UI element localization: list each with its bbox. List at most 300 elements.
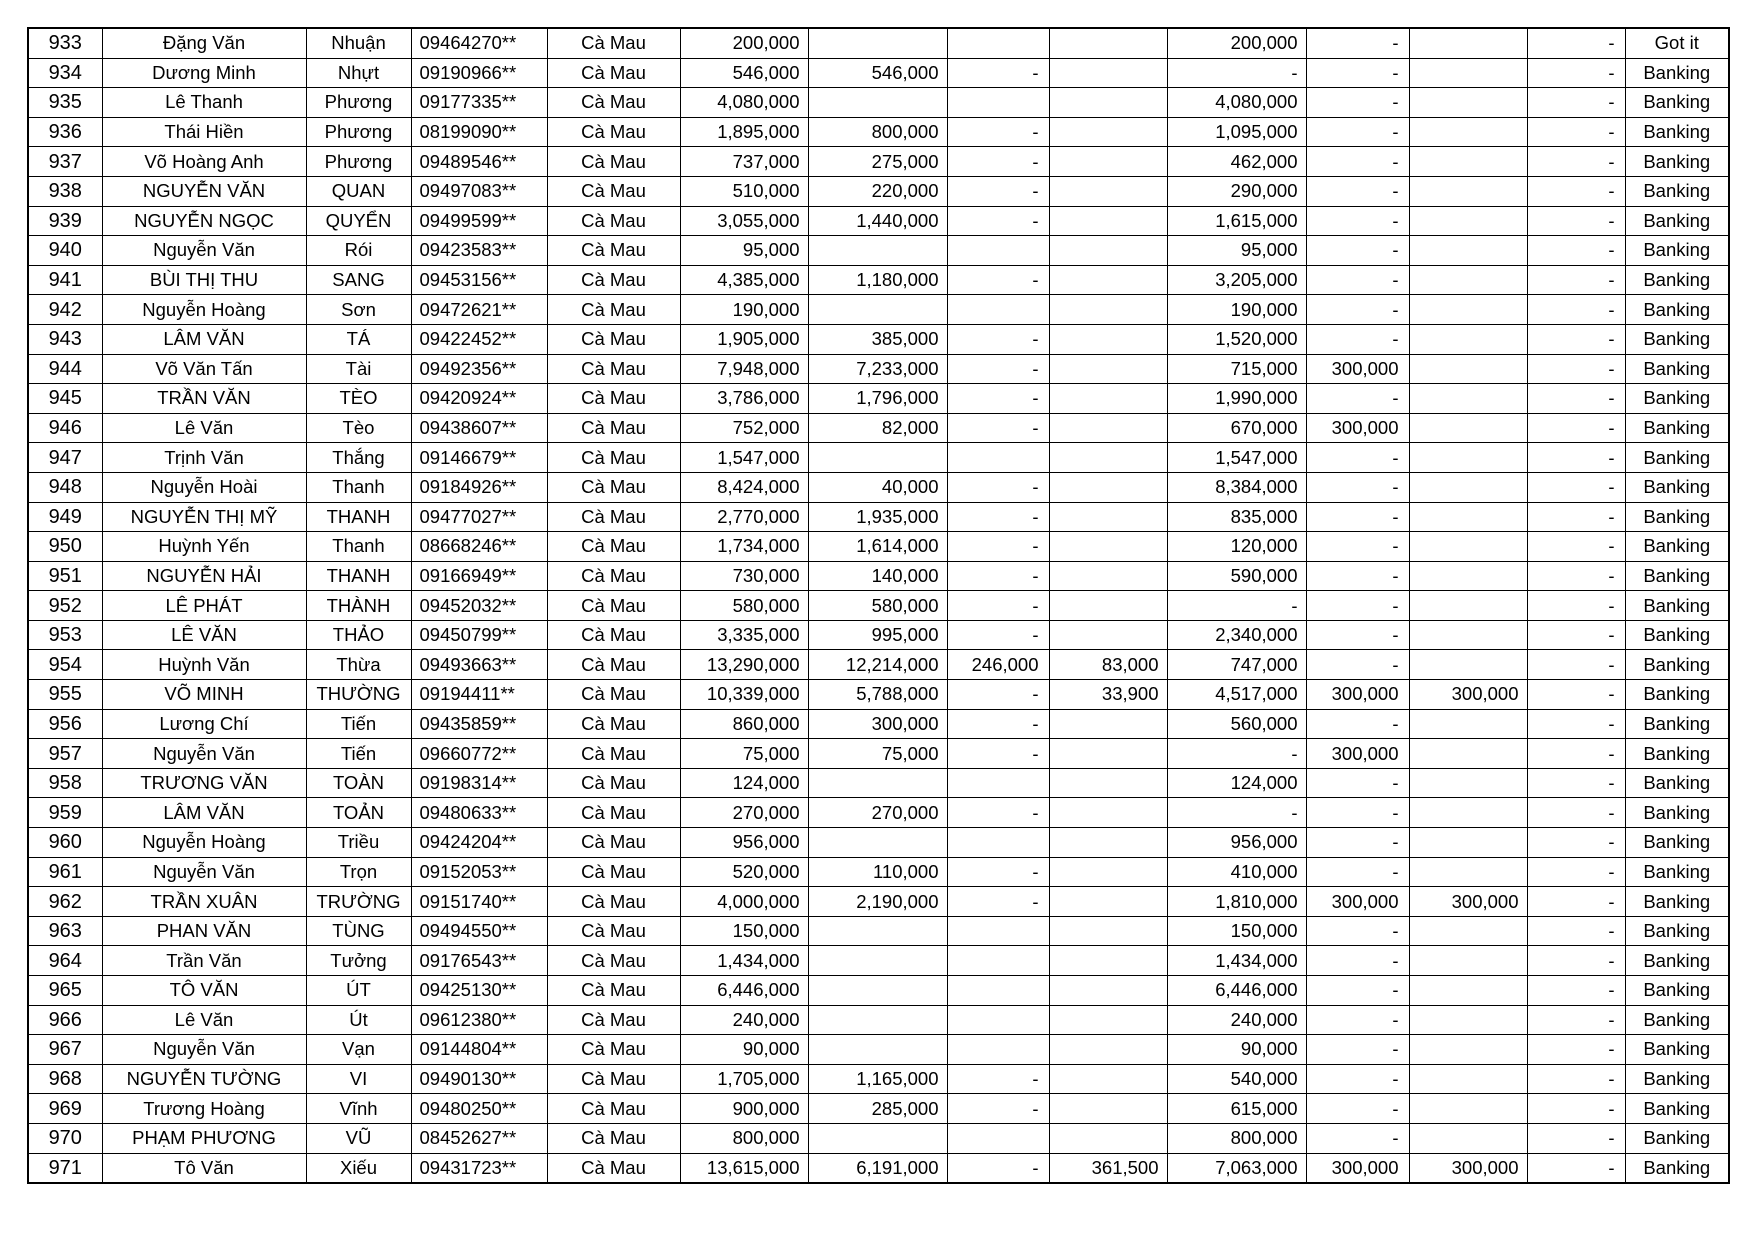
- phone-cell: 09480633**: [411, 798, 547, 828]
- amount-8-cell: -: [1527, 502, 1625, 532]
- province-cell: Cà Mau: [547, 650, 680, 680]
- phone-cell: 09166949**: [411, 561, 547, 591]
- amount-8-cell: -: [1527, 1005, 1625, 1035]
- amount-5-cell: 1,520,000: [1167, 324, 1306, 354]
- amount-total-cell: 6,446,000: [680, 976, 808, 1006]
- amount-2-cell: 1,614,000: [808, 532, 947, 562]
- amount-3-cell: -: [947, 887, 1049, 917]
- table-row: [28, 236, 1729, 266]
- amount-3-cell: [947, 946, 1049, 976]
- amount-8-cell: -: [1527, 1035, 1625, 1065]
- amount-5-cell: 290,000: [1167, 176, 1306, 206]
- amount-5-cell: 410,000: [1167, 857, 1306, 887]
- table-row: [28, 295, 1729, 325]
- given-name-cell: QUAN: [306, 176, 411, 206]
- amount-total-cell: 737,000: [680, 147, 808, 177]
- amount-7-cell: [1409, 443, 1527, 473]
- amount-3-cell: [947, 236, 1049, 266]
- amount-8-cell: -: [1527, 472, 1625, 502]
- amount-total-cell: 270,000: [680, 798, 808, 828]
- amount-total-cell: 1,905,000: [680, 324, 808, 354]
- surname-cell: LÊ VĂN: [102, 620, 306, 650]
- row-number: 963: [28, 916, 102, 946]
- surname-cell: Nguyễn Văn: [102, 236, 306, 266]
- amount-4-cell: [1049, 887, 1167, 917]
- payment-method-cell: Banking: [1625, 1123, 1729, 1153]
- surname-cell: Nguyễn Hoài: [102, 472, 306, 502]
- surname-cell: NGUYỄN TƯỜNG: [102, 1064, 306, 1094]
- given-name-cell: Thanh: [306, 472, 411, 502]
- amount-3-cell: -: [947, 561, 1049, 591]
- payment-method-cell: Banking: [1625, 1153, 1729, 1183]
- phone-cell: 08199090**: [411, 117, 547, 147]
- province-cell: Cà Mau: [547, 58, 680, 88]
- row-number: 945: [28, 384, 102, 414]
- amount-total-cell: 4,000,000: [680, 887, 808, 917]
- amount-8-cell: -: [1527, 916, 1625, 946]
- payment-method-cell: Banking: [1625, 58, 1729, 88]
- given-name-cell: TRƯỜNG: [306, 887, 411, 917]
- amount-4-cell: [1049, 295, 1167, 325]
- amount-8-cell: -: [1527, 176, 1625, 206]
- surname-cell: Tô Văn: [102, 1153, 306, 1183]
- province-cell: Cà Mau: [547, 620, 680, 650]
- phone-cell: 09499599**: [411, 206, 547, 236]
- phone-cell: 09612380**: [411, 1005, 547, 1035]
- payment-method-cell: Banking: [1625, 739, 1729, 769]
- amount-8-cell: -: [1527, 28, 1625, 58]
- surname-cell: Đặng Văn: [102, 28, 306, 58]
- amount-total-cell: 730,000: [680, 561, 808, 591]
- province-cell: Cà Mau: [547, 709, 680, 739]
- amount-total-cell: 1,895,000: [680, 117, 808, 147]
- table-row: [28, 768, 1729, 798]
- given-name-cell: Phương: [306, 117, 411, 147]
- amount-5-cell: 4,080,000: [1167, 88, 1306, 118]
- amount-8-cell: -: [1527, 324, 1625, 354]
- row-number: 960: [28, 828, 102, 858]
- given-name-cell: Vạn: [306, 1035, 411, 1065]
- amount-6-cell: -: [1306, 1035, 1409, 1065]
- province-cell: Cà Mau: [547, 502, 680, 532]
- province-cell: Cà Mau: [547, 295, 680, 325]
- amount-total-cell: 752,000: [680, 413, 808, 443]
- phone-cell: 09423583**: [411, 236, 547, 266]
- phone-cell: 09497083**: [411, 176, 547, 206]
- amount-6-cell: -: [1306, 976, 1409, 1006]
- payment-method-cell: Banking: [1625, 887, 1729, 917]
- amount-6-cell: -: [1306, 206, 1409, 236]
- row-number: 966: [28, 1005, 102, 1035]
- amount-8-cell: -: [1527, 265, 1625, 295]
- table-row: [28, 265, 1729, 295]
- phone-cell: 09151740**: [411, 887, 547, 917]
- province-cell: Cà Mau: [547, 28, 680, 58]
- province-cell: Cà Mau: [547, 384, 680, 414]
- amount-4-cell: [1049, 206, 1167, 236]
- amount-2-cell: 1,796,000: [808, 384, 947, 414]
- province-cell: Cà Mau: [547, 739, 680, 769]
- province-cell: Cà Mau: [547, 591, 680, 621]
- amount-4-cell: [1049, 354, 1167, 384]
- amount-total-cell: 3,786,000: [680, 384, 808, 414]
- surname-cell: Võ Hoàng Anh: [102, 147, 306, 177]
- row-number: 933: [28, 28, 102, 58]
- surname-cell: BÙI THỊ THU: [102, 265, 306, 295]
- amount-4-cell: [1049, 1005, 1167, 1035]
- given-name-cell: THẢO: [306, 620, 411, 650]
- amount-3-cell: -: [947, 680, 1049, 710]
- amount-5-cell: 800,000: [1167, 1123, 1306, 1153]
- row-number: 954: [28, 650, 102, 680]
- payment-method-cell: Banking: [1625, 1094, 1729, 1124]
- surname-cell: Lê Thanh: [102, 88, 306, 118]
- amount-8-cell: -: [1527, 443, 1625, 473]
- amount-5-cell: 95,000: [1167, 236, 1306, 266]
- payment-method-cell: Banking: [1625, 620, 1729, 650]
- amount-total-cell: 200,000: [680, 28, 808, 58]
- amount-total-cell: 580,000: [680, 591, 808, 621]
- amount-2-cell: [808, 88, 947, 118]
- row-number: 937: [28, 147, 102, 177]
- table-row: [28, 147, 1729, 177]
- amount-total-cell: 1,734,000: [680, 532, 808, 562]
- amount-8-cell: -: [1527, 1094, 1625, 1124]
- table-row: [28, 976, 1729, 1006]
- amount-2-cell: 1,180,000: [808, 265, 947, 295]
- amount-3-cell: [947, 88, 1049, 118]
- payment-method-cell: Banking: [1625, 1005, 1729, 1035]
- amount-4-cell: [1049, 236, 1167, 266]
- amount-2-cell: 580,000: [808, 591, 947, 621]
- amount-6-cell: 300,000: [1306, 413, 1409, 443]
- amount-total-cell: 75,000: [680, 739, 808, 769]
- amount-2-cell: 385,000: [808, 324, 947, 354]
- amount-2-cell: [808, 443, 947, 473]
- amount-2-cell: [808, 295, 947, 325]
- amount-7-cell: [1409, 413, 1527, 443]
- amount-6-cell: -: [1306, 147, 1409, 177]
- table-row: [28, 739, 1729, 769]
- row-number: 953: [28, 620, 102, 650]
- amount-2-cell: 110,000: [808, 857, 947, 887]
- surname-cell: Trịnh Văn: [102, 443, 306, 473]
- row-number: 938: [28, 176, 102, 206]
- amount-4-cell: [1049, 620, 1167, 650]
- province-cell: Cà Mau: [547, 887, 680, 917]
- amount-3-cell: -: [947, 1094, 1049, 1124]
- row-number: 940: [28, 236, 102, 266]
- amount-4-cell: [1049, 561, 1167, 591]
- given-name-cell: Vĩnh: [306, 1094, 411, 1124]
- amount-8-cell: -: [1527, 1123, 1625, 1153]
- amount-7-cell: [1409, 620, 1527, 650]
- payment-method-cell: Banking: [1625, 1064, 1729, 1094]
- amount-5-cell: 6,446,000: [1167, 976, 1306, 1006]
- amount-total-cell: 10,339,000: [680, 680, 808, 710]
- amount-4-cell: [1049, 58, 1167, 88]
- table-row: [28, 443, 1729, 473]
- amount-6-cell: -: [1306, 1094, 1409, 1124]
- surname-cell: PHẠM PHƯƠNG: [102, 1123, 306, 1153]
- amount-7-cell: [1409, 739, 1527, 769]
- surname-cell: Nguyễn Hoàng: [102, 828, 306, 858]
- surname-cell: TRẦN XUÂN: [102, 887, 306, 917]
- amount-8-cell: -: [1527, 354, 1625, 384]
- amount-5-cell: 200,000: [1167, 28, 1306, 58]
- table-row: [28, 1153, 1729, 1183]
- amount-7-cell: [1409, 28, 1527, 58]
- amount-3-cell: -: [947, 354, 1049, 384]
- row-number: 952: [28, 591, 102, 621]
- amount-7-cell: [1409, 561, 1527, 591]
- amount-4-cell: [1049, 828, 1167, 858]
- amount-4-cell: [1049, 176, 1167, 206]
- row-number: 971: [28, 1153, 102, 1183]
- amount-3-cell: -: [947, 206, 1049, 236]
- amount-7-cell: [1409, 650, 1527, 680]
- amount-3-cell: -: [947, 324, 1049, 354]
- given-name-cell: Tèo: [306, 413, 411, 443]
- amount-3-cell: -: [947, 739, 1049, 769]
- row-number: 967: [28, 1035, 102, 1065]
- surname-cell: TRẦN VĂN: [102, 384, 306, 414]
- amount-2-cell: 300,000: [808, 709, 947, 739]
- amount-5-cell: 615,000: [1167, 1094, 1306, 1124]
- amount-2-cell: [808, 1035, 947, 1065]
- amount-7-cell: [1409, 916, 1527, 946]
- row-number: 969: [28, 1094, 102, 1124]
- amount-5-cell: 1,095,000: [1167, 117, 1306, 147]
- amount-total-cell: 124,000: [680, 768, 808, 798]
- payment-method-cell: Banking: [1625, 798, 1729, 828]
- amount-3-cell: -: [947, 265, 1049, 295]
- amount-5-cell: 1,810,000: [1167, 887, 1306, 917]
- given-name-cell: THÀNH: [306, 591, 411, 621]
- amount-2-cell: [808, 28, 947, 58]
- amount-5-cell: 715,000: [1167, 354, 1306, 384]
- table-row: [28, 88, 1729, 118]
- province-cell: Cà Mau: [547, 946, 680, 976]
- amount-4-cell: [1049, 946, 1167, 976]
- phone-cell: 09431723**: [411, 1153, 547, 1183]
- phone-cell: 09480250**: [411, 1094, 547, 1124]
- amount-total-cell: 1,547,000: [680, 443, 808, 473]
- amount-8-cell: -: [1527, 58, 1625, 88]
- amount-5-cell: 462,000: [1167, 147, 1306, 177]
- amount-6-cell: -: [1306, 324, 1409, 354]
- table-row: [28, 561, 1729, 591]
- amount-total-cell: 956,000: [680, 828, 808, 858]
- amount-4-cell: [1049, 443, 1167, 473]
- amount-8-cell: -: [1527, 147, 1625, 177]
- province-cell: Cà Mau: [547, 472, 680, 502]
- phone-cell: 09464270**: [411, 28, 547, 58]
- amount-7-cell: [1409, 324, 1527, 354]
- amount-8-cell: -: [1527, 295, 1625, 325]
- row-number: 950: [28, 532, 102, 562]
- amount-4-cell: [1049, 857, 1167, 887]
- amount-7-cell: [1409, 1094, 1527, 1124]
- given-name-cell: Xiếu: [306, 1153, 411, 1183]
- amount-8-cell: -: [1527, 828, 1625, 858]
- amount-6-cell: 300,000: [1306, 680, 1409, 710]
- row-number: 957: [28, 739, 102, 769]
- table-row: [28, 472, 1729, 502]
- payment-method-cell: Banking: [1625, 236, 1729, 266]
- amount-4-cell: [1049, 28, 1167, 58]
- data-table: [27, 27, 1730, 1184]
- amount-3-cell: -: [947, 709, 1049, 739]
- amount-4-cell: [1049, 976, 1167, 1006]
- amount-5-cell: 8,384,000: [1167, 472, 1306, 502]
- amount-3-cell: -: [947, 857, 1049, 887]
- amount-5-cell: 747,000: [1167, 650, 1306, 680]
- given-name-cell: Rói: [306, 236, 411, 266]
- row-number: 959: [28, 798, 102, 828]
- row-number: 943: [28, 324, 102, 354]
- phone-cell: 09190966**: [411, 58, 547, 88]
- amount-3-cell: [947, 443, 1049, 473]
- province-cell: Cà Mau: [547, 176, 680, 206]
- amount-2-cell: 140,000: [808, 561, 947, 591]
- amount-8-cell: -: [1527, 117, 1625, 147]
- amount-8-cell: -: [1527, 591, 1625, 621]
- amount-3-cell: -: [947, 798, 1049, 828]
- table-row: [28, 58, 1729, 88]
- given-name-cell: Phương: [306, 147, 411, 177]
- amount-7-cell: [1409, 1123, 1527, 1153]
- amount-6-cell: 300,000: [1306, 1153, 1409, 1183]
- province-cell: Cà Mau: [547, 976, 680, 1006]
- amount-5-cell: -: [1167, 58, 1306, 88]
- surname-cell: NGUYỄN HẢI: [102, 561, 306, 591]
- given-name-cell: TOÀN: [306, 768, 411, 798]
- payment-method-cell: Banking: [1625, 1035, 1729, 1065]
- province-cell: Cà Mau: [547, 768, 680, 798]
- given-name-cell: TÙNG: [306, 916, 411, 946]
- amount-7-cell: [1409, 265, 1527, 295]
- given-name-cell: SANG: [306, 265, 411, 295]
- amount-5-cell: 670,000: [1167, 413, 1306, 443]
- province-cell: Cà Mau: [547, 1094, 680, 1124]
- amount-6-cell: -: [1306, 620, 1409, 650]
- amount-5-cell: 7,063,000: [1167, 1153, 1306, 1183]
- amount-total-cell: 546,000: [680, 58, 808, 88]
- amount-7-cell: [1409, 88, 1527, 118]
- amount-total-cell: 7,948,000: [680, 354, 808, 384]
- given-name-cell: Triều: [306, 828, 411, 858]
- amount-5-cell: 240,000: [1167, 1005, 1306, 1035]
- amount-4-cell: [1049, 265, 1167, 295]
- table-row: [28, 828, 1729, 858]
- row-number: 965: [28, 976, 102, 1006]
- province-cell: Cà Mau: [547, 443, 680, 473]
- given-name-cell: Tài: [306, 354, 411, 384]
- phone-cell: 09422452**: [411, 324, 547, 354]
- amount-5-cell: 956,000: [1167, 828, 1306, 858]
- amount-3-cell: -: [947, 147, 1049, 177]
- payment-method-cell: Banking: [1625, 384, 1729, 414]
- province-cell: Cà Mau: [547, 680, 680, 710]
- province-cell: Cà Mau: [547, 324, 680, 354]
- table-row: [28, 946, 1729, 976]
- table-row: [28, 591, 1729, 621]
- payment-method-cell: Banking: [1625, 354, 1729, 384]
- table-row: [28, 680, 1729, 710]
- amount-4-cell: [1049, 798, 1167, 828]
- amount-2-cell: 82,000: [808, 413, 947, 443]
- phone-cell: 09452032**: [411, 591, 547, 621]
- amount-2-cell: [808, 768, 947, 798]
- amount-7-cell: [1409, 1035, 1527, 1065]
- table-row: [28, 176, 1729, 206]
- given-name-cell: Tiến: [306, 739, 411, 769]
- province-cell: Cà Mau: [547, 88, 680, 118]
- surname-cell: Võ Văn Tấn: [102, 354, 306, 384]
- row-number: 935: [28, 88, 102, 118]
- amount-2-cell: 40,000: [808, 472, 947, 502]
- table-row: [28, 384, 1729, 414]
- phone-cell: 09660772**: [411, 739, 547, 769]
- amount-8-cell: -: [1527, 413, 1625, 443]
- amount-8-cell: -: [1527, 680, 1625, 710]
- surname-cell: Dương Minh: [102, 58, 306, 88]
- payment-method-cell: Banking: [1625, 443, 1729, 473]
- payment-method-cell: Banking: [1625, 206, 1729, 236]
- amount-3-cell: [947, 976, 1049, 1006]
- amount-7-cell: 300,000: [1409, 680, 1527, 710]
- province-cell: Cà Mau: [547, 857, 680, 887]
- given-name-cell: Thừa: [306, 650, 411, 680]
- amount-8-cell: -: [1527, 532, 1625, 562]
- amount-total-cell: 520,000: [680, 857, 808, 887]
- amount-5-cell: -: [1167, 798, 1306, 828]
- amount-total-cell: 2,770,000: [680, 502, 808, 532]
- province-cell: Cà Mau: [547, 206, 680, 236]
- amount-6-cell: -: [1306, 295, 1409, 325]
- amount-4-cell: [1049, 1123, 1167, 1153]
- row-number: 941: [28, 265, 102, 295]
- amount-4-cell: [1049, 117, 1167, 147]
- amount-8-cell: -: [1527, 739, 1625, 769]
- row-number: 962: [28, 887, 102, 917]
- amount-8-cell: -: [1527, 384, 1625, 414]
- payment-method-cell: Banking: [1625, 828, 1729, 858]
- amount-4-cell: [1049, 384, 1167, 414]
- amount-7-cell: [1409, 828, 1527, 858]
- surname-cell: Nguyễn Văn: [102, 1035, 306, 1065]
- amount-total-cell: 95,000: [680, 236, 808, 266]
- phone-cell: 08452627**: [411, 1123, 547, 1153]
- row-number: 934: [28, 58, 102, 88]
- surname-cell: Lương Chí: [102, 709, 306, 739]
- phone-cell: 09144804**: [411, 1035, 547, 1065]
- amount-7-cell: [1409, 591, 1527, 621]
- payment-method-cell: Banking: [1625, 265, 1729, 295]
- amount-5-cell: 150,000: [1167, 916, 1306, 946]
- province-cell: Cà Mau: [547, 354, 680, 384]
- amount-5-cell: -: [1167, 739, 1306, 769]
- amount-5-cell: 1,547,000: [1167, 443, 1306, 473]
- amount-7-cell: [1409, 58, 1527, 88]
- amount-7-cell: [1409, 295, 1527, 325]
- table-row: [28, 1094, 1729, 1124]
- table-row: [28, 206, 1729, 236]
- amount-8-cell: -: [1527, 798, 1625, 828]
- amount-6-cell: -: [1306, 709, 1409, 739]
- amount-6-cell: -: [1306, 117, 1409, 147]
